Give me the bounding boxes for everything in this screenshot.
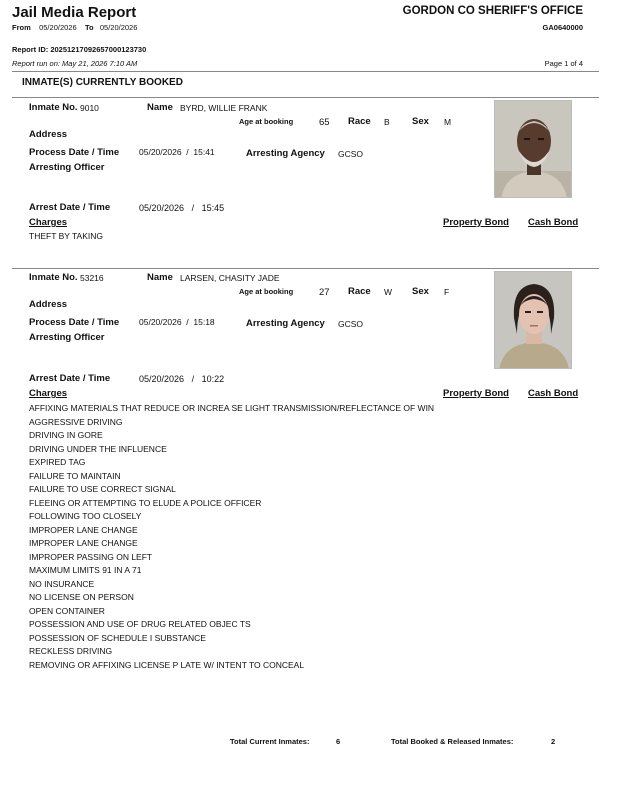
charge-item: REMOVING OR AFFIXING LICENSE P LATE W/ INTENT TO CONCEAL [29, 659, 305, 670]
total-booked-value: 2 [551, 737, 556, 746]
charge-item: FAILURE TO USE CORRECT SIGNAL [29, 484, 176, 494]
charges-label: Charges [29, 217, 68, 228]
arresting-agency-label: Arresting Agency [246, 148, 325, 159]
cash-bond-label: Cash Bond [528, 217, 579, 228]
booking-photo [494, 100, 572, 198]
arrest-time: 10:22 [201, 374, 225, 384]
header-divider [12, 71, 599, 72]
inmate-no: 9010 [80, 103, 99, 113]
process-label: Process Date / Time [29, 147, 120, 158]
arresting-agency-label: Arresting Agency [246, 318, 325, 329]
charge-item: OPEN CONTAINER [29, 605, 105, 616]
age-value: 27 [319, 287, 330, 298]
race-label: Race [348, 116, 371, 127]
property-bond-label: Property Bond [443, 217, 509, 228]
arrest-datetime [139, 203, 224, 213]
total-current-label: Total Current Inmates: [230, 737, 310, 746]
cash-bond-label: Cash Bond [528, 388, 579, 399]
process-time: 15:18 [193, 317, 215, 327]
arresting-officer-label: Arresting Officer [29, 332, 105, 343]
inmate-name: BYRD, WILLIE FRANK [180, 103, 268, 113]
charge-item: FLEEING OR ATTEMPTING TO ELUDE A POLICE OFFICER [29, 497, 262, 508]
process-date: 05/20/2026 [139, 147, 182, 157]
arrest-date: 05/20/2026 [139, 203, 185, 213]
charges-list [29, 230, 449, 244]
process-date: 05/20/2026 [139, 317, 182, 327]
inmate-name: LARSEN, CHASITY JADE [180, 273, 280, 283]
process-datetime [139, 147, 215, 157]
arrest-label: Arrest Date / Time [29, 373, 111, 384]
name-label: Name [147, 272, 173, 283]
charge-item: EXPIRED TAG [29, 457, 86, 467]
charge-item: NO LICENSE ON PERSON [29, 592, 134, 602]
inmate-no-label: Inmate No. [29, 102, 78, 113]
process-time: 15:41 [193, 147, 215, 157]
total-current-value: 6 [336, 737, 341, 746]
race-value: W [384, 287, 393, 297]
total-booked-label: Total Booked & Released Inmates: [391, 737, 514, 746]
agency-ori: GA0640000 [542, 23, 583, 32]
age-label: Age at booking [239, 117, 294, 126]
charge-item: AGGRESSIVE DRIVING [29, 416, 123, 427]
race-value: B [384, 117, 390, 127]
charge-item: IMPROPER LANE CHANGE [29, 524, 138, 535]
charge-item: NO INSURANCE [29, 578, 95, 589]
charge-item: IMPROPER PASSING ON LEFT [29, 551, 153, 562]
from-label: From [12, 23, 31, 32]
process-separator: / [186, 147, 189, 157]
arrest-time: 15:45 [201, 203, 225, 213]
charge-item: THEFT BY TAKING [29, 231, 103, 241]
sex-value: F [444, 287, 450, 297]
section-divider [12, 97, 599, 98]
page-number: Page 1 of 4 [544, 59, 583, 68]
charge-item: FAILURE TO MAINTAIN [29, 470, 121, 481]
section-title: INMATE(S) CURRENTLY BOOKED [22, 77, 183, 88]
report-title: Jail Media Report [12, 4, 137, 21]
charge-item: MAXIMUM LIMITS 91 IN A 71 [29, 565, 142, 575]
agency-name: GORDON CO SHERIFF'S OFFICE [402, 5, 583, 17]
arresting-agency: GCSO [338, 319, 364, 329]
record-divider [12, 268, 599, 269]
charge-item: DRIVING IN GORE [29, 430, 103, 440]
process-label: Process Date / Time [29, 317, 120, 328]
name-label: Name [147, 102, 173, 113]
sex-label: Sex [412, 286, 429, 297]
arrest-date: 05/20/2026 [139, 374, 185, 384]
arrest-separator: / [191, 374, 195, 384]
charges-label: Charges [29, 388, 68, 399]
sex-value: M [444, 117, 452, 127]
charges-list [29, 402, 444, 672]
property-bond-label: Property Bond [443, 388, 509, 399]
from-date: 05/20/2026 [39, 23, 77, 32]
booking-photo [494, 271, 572, 369]
arrest-separator: / [191, 203, 195, 213]
process-separator: / [186, 317, 189, 327]
charge-item: POSSESSION AND USE OF DRUG RELATED OBJEC TS [29, 619, 251, 629]
arresting-officer-label: Arresting Officer [29, 162, 105, 173]
charge-item: POSSESSION OF SCHEDULE I SUBSTANCE [29, 632, 206, 643]
charge-item: RECKLESS DRIVING [29, 646, 113, 656]
to-date: 05/20/2026 [99, 23, 138, 32]
inmate-no-label: Inmate No. [29, 272, 78, 283]
charge-item: FOLLOWING TOO CLOSELY [29, 511, 142, 521]
to-label: To [84, 23, 94, 32]
age-value: 65 [319, 117, 330, 128]
inmate-no: 53216 [80, 273, 104, 283]
charge-item: IMPROPER LANE CHANGE [29, 538, 138, 548]
arrest-label: Arrest Date / Time [29, 202, 111, 213]
date-range [12, 23, 137, 32]
process-datetime [139, 317, 215, 327]
charge-item: DRIVING UNDER THE INFLUENCE [29, 443, 167, 454]
report-id: Report ID: 20251217092657000123730 [12, 45, 147, 54]
age-label: Age at booking [239, 287, 294, 296]
address-label: Address [29, 129, 68, 140]
address-label: Address [29, 299, 68, 310]
race-label: Race [348, 286, 371, 297]
charge-item: AFFIXING MATERIALS THAT REDUCE OR INCREA SE LIGHT TRANSMISSION/REFLECTANCE OF WIN [29, 403, 435, 413]
report-run-on: Report run on: May 21, 2026 7:10 AM [12, 59, 138, 68]
arresting-agency: GCSO [338, 149, 364, 159]
sex-label: Sex [412, 116, 429, 127]
arrest-datetime [139, 374, 224, 384]
